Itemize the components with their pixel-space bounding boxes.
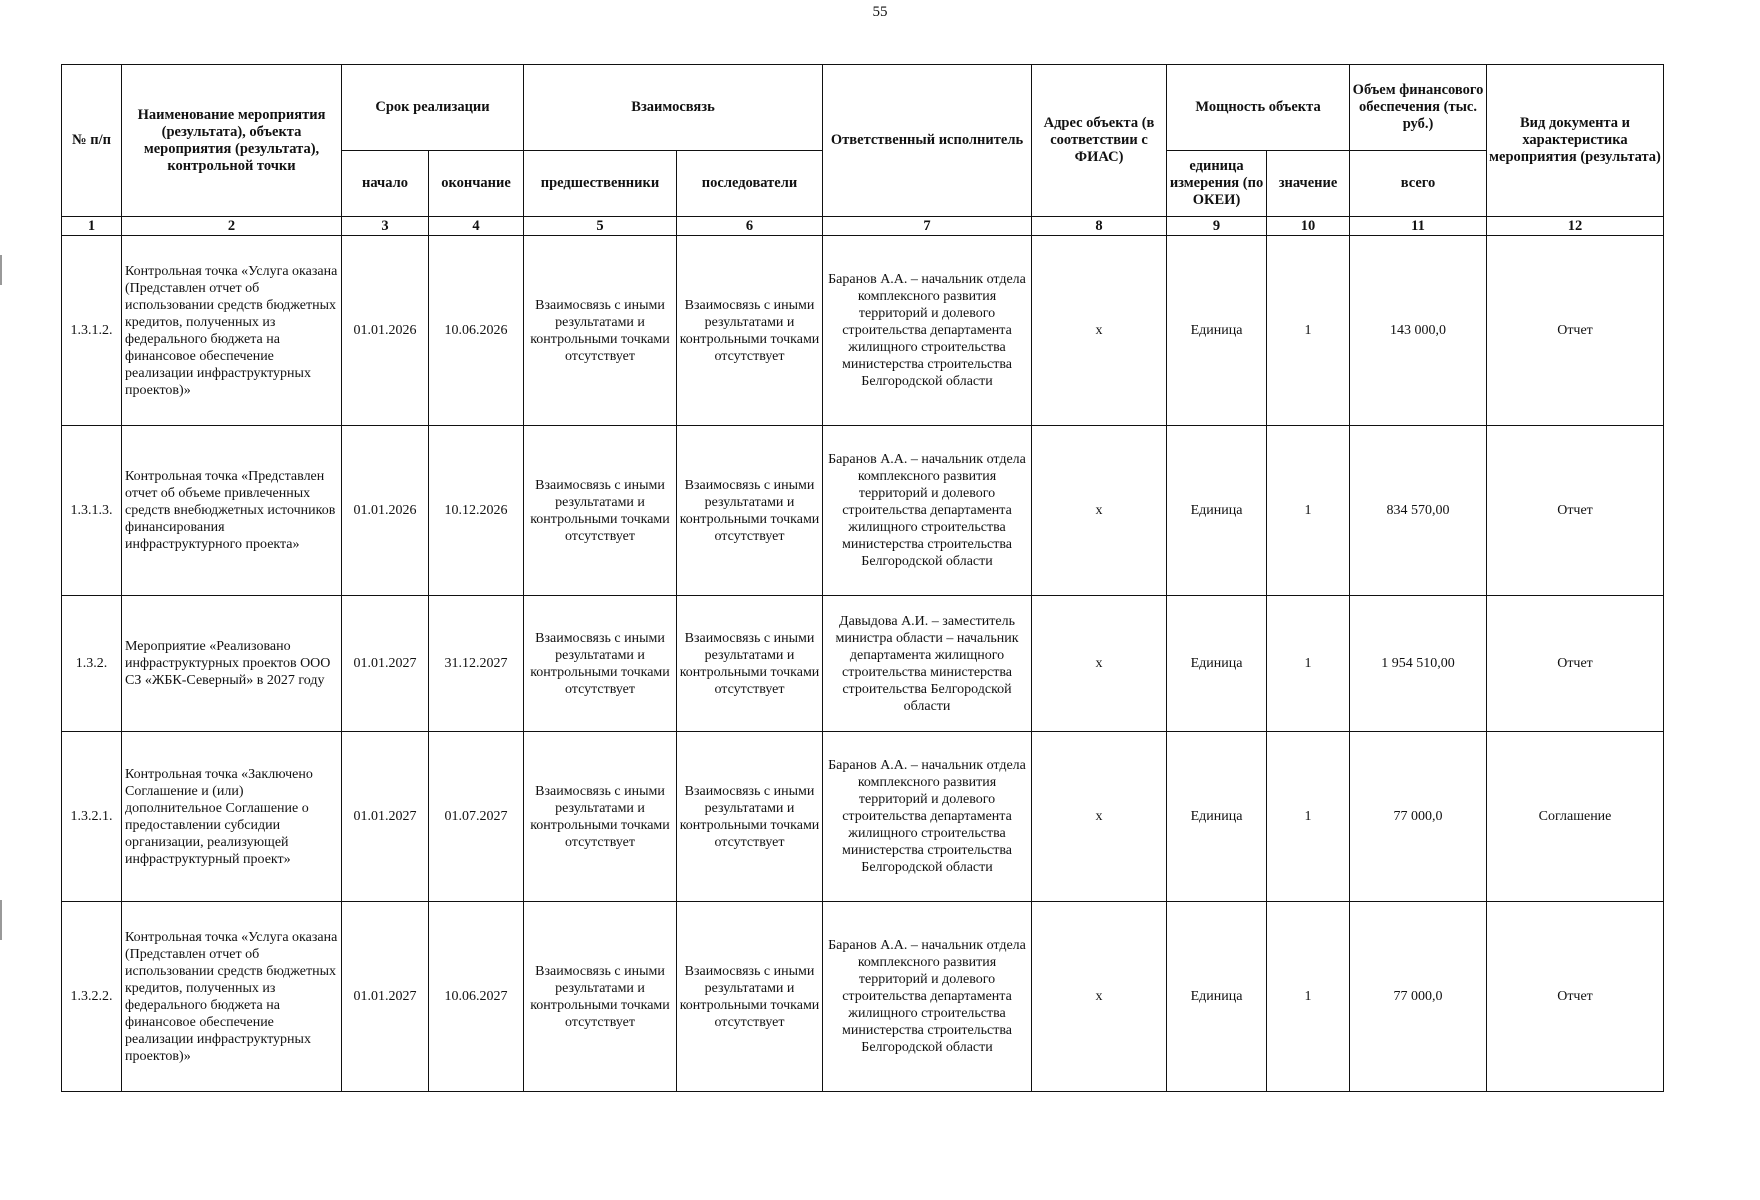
row-predecessors: Взаимосвязь с иными результатами и контрольными точками отсутствует (524, 426, 677, 596)
row-end-date: 31.12.2027 (429, 596, 524, 732)
column-number: 1 (62, 217, 122, 236)
row-end-date: 10.06.2027 (429, 902, 524, 1092)
column-number: 5 (524, 217, 677, 236)
row-value: 1 (1267, 426, 1350, 596)
header-doc-type: Вид документа и характеристика мероприятия (результата) (1487, 65, 1664, 217)
column-number: 3 (342, 217, 429, 236)
column-number: 8 (1032, 217, 1167, 236)
row-finance-total: 834 570,00 (1350, 426, 1487, 596)
row-responsible: Баранов А.А. – начальник отдела комплексного развития территорий и долевого строительства департамента жилищного строительства министерства строительства Белгородской области (823, 426, 1032, 596)
implementation-plan-table (61, 64, 1664, 1092)
row-successors: Взаимосвязь с иными результатами и контрольными точками отсутствует (677, 902, 823, 1092)
row-responsible: Баранов А.А. – начальник отдела комплексного развития территорий и долевого строительства департамента жилищного строительства министерства строительства Белгородской области (823, 236, 1032, 426)
row-end-date: 01.07.2027 (429, 732, 524, 902)
row-address: x (1032, 236, 1167, 426)
header-num: № п/п (62, 65, 122, 217)
column-number: 2 (122, 217, 342, 236)
row-responsible: Давыдова А.И. – заместитель министра области – начальник департамента жилищного строительства министерства строительства Белгородской области (823, 596, 1032, 732)
row-doc-type: Отчет (1487, 426, 1664, 596)
row-number: 1.3.2.1. (62, 732, 122, 902)
header-value: значение (1267, 151, 1350, 217)
table-row (62, 732, 1664, 902)
row-doc-type: Отчет (1487, 236, 1664, 426)
scan-edge-mark (0, 255, 2, 285)
row-successors: Взаимосвязь с иными результатами и контрольными точками отсутствует (677, 426, 823, 596)
row-start-date: 01.01.2027 (342, 596, 429, 732)
row-value: 1 (1267, 236, 1350, 426)
row-number: 1.3.1.2. (62, 236, 122, 426)
row-successors: Взаимосвязь с иными результатами и контрольными точками отсутствует (677, 732, 823, 902)
row-start-date: 01.01.2027 (342, 732, 429, 902)
column-number: 4 (429, 217, 524, 236)
row-finance-total: 77 000,0 (1350, 732, 1487, 902)
table-row (62, 596, 1664, 732)
row-start-date: 01.01.2026 (342, 236, 429, 426)
row-end-date: 10.12.2026 (429, 426, 524, 596)
header-capacity: Мощность объекта (1167, 65, 1350, 151)
header-successors: последователи (677, 151, 823, 217)
row-address: x (1032, 902, 1167, 1092)
row-unit: Единица (1167, 236, 1267, 426)
row-name: Контрольная точка «Представлен отчет об объеме привлеченных средств внебюджетных источников финансирования инфраструктурного проекта» (122, 426, 342, 596)
header-finance-total: всего (1350, 151, 1487, 217)
header-term-end: окончание (429, 151, 524, 217)
row-successors: Взаимосвязь с иными результатами и контрольными точками отсутствует (677, 596, 823, 732)
row-successors: Взаимосвязь с иными результатами и контрольными точками отсутствует (677, 236, 823, 426)
header-unit: единица измерения (по ОКЕИ) (1167, 151, 1267, 217)
column-number: 11 (1350, 217, 1487, 236)
row-address: x (1032, 732, 1167, 902)
row-value: 1 (1267, 732, 1350, 902)
header-name: Наименование мероприятия (результата), объекта мероприятия (результата), контрольной точки (122, 65, 342, 217)
row-value: 1 (1267, 902, 1350, 1092)
column-number: 9 (1167, 217, 1267, 236)
header-predecessors: предшественники (524, 151, 677, 217)
column-number: 6 (677, 217, 823, 236)
row-start-date: 01.01.2026 (342, 426, 429, 596)
row-predecessors: Взаимосвязь с иными результатами и контрольными точками отсутствует (524, 236, 677, 426)
row-address: x (1032, 596, 1167, 732)
column-number-row (62, 217, 1664, 236)
header-responsible: Ответственный исполнитель (823, 65, 1032, 217)
row-predecessors: Взаимосвязь с иными результатами и контрольными точками отсутствует (524, 732, 677, 902)
column-number: 10 (1267, 217, 1350, 236)
row-number: 1.3.1.3. (62, 426, 122, 596)
scan-edge-mark (0, 900, 2, 940)
row-predecessors: Взаимосвязь с иными результатами и контрольными точками отсутствует (524, 596, 677, 732)
row-doc-type: Отчет (1487, 596, 1664, 732)
row-finance-total: 143 000,0 (1350, 236, 1487, 426)
row-unit: Единица (1167, 596, 1267, 732)
column-number: 7 (823, 217, 1032, 236)
column-number: 12 (1487, 217, 1664, 236)
header-relation: Взаимосвязь (524, 65, 823, 151)
row-name: Контрольная точка «Заключено Соглашение и (или) дополнительное Соглашение о предоставлении субсидии организации, реализующей инфраструктурный проект» (122, 732, 342, 902)
row-responsible: Баранов А.А. – начальник отдела комплексного развития территорий и долевого строительства департамента жилищного строительства министерства строительства Белгородской области (823, 732, 1032, 902)
row-end-date: 10.06.2026 (429, 236, 524, 426)
row-name: Контрольная точка «Услуга оказана (Представлен отчет об использовании средств бюджетных кредитов, полученных из федерального бюджета на финансовое обеспечение реализации инфраструктурных проектов)» (122, 902, 342, 1092)
row-unit: Единица (1167, 902, 1267, 1092)
table-row (62, 236, 1664, 426)
row-doc-type: Отчет (1487, 902, 1664, 1092)
row-value: 1 (1267, 596, 1350, 732)
row-name: Контрольная точка «Услуга оказана (Представлен отчет об использовании средств бюджетных кредитов, полученных из федерального бюджета на финансовое обеспечение реализации инфраструктурных проектов)» (122, 236, 342, 426)
row-finance-total: 77 000,0 (1350, 902, 1487, 1092)
header-term: Срок реализации (342, 65, 524, 151)
page-number: 55 (872, 4, 888, 20)
row-name: Мероприятие «Реализовано инфраструктурных проектов ООО СЗ «ЖБК-Северный» в 2027 году (122, 596, 342, 732)
row-doc-type: Соглашение (1487, 732, 1664, 902)
table-row (62, 902, 1664, 1092)
row-number: 1.3.2.2. (62, 902, 122, 1092)
row-unit: Единица (1167, 732, 1267, 902)
row-unit: Единица (1167, 426, 1267, 596)
row-responsible: Баранов А.А. – начальник отдела комплексного развития территорий и долевого строительства департамента жилищного строительства министерства строительства Белгородской области (823, 902, 1032, 1092)
header-finance: Объем финансового обеспечения (тыс. руб.) (1350, 65, 1487, 151)
header-address: Адрес объекта (в соответствии с ФИАС) (1032, 65, 1167, 217)
table-row (62, 426, 1664, 596)
row-number: 1.3.2. (62, 596, 122, 732)
row-finance-total: 1 954 510,00 (1350, 596, 1487, 732)
row-predecessors: Взаимосвязь с иными результатами и контрольными точками отсутствует (524, 902, 677, 1092)
row-address: x (1032, 426, 1167, 596)
header-term-start: начало (342, 151, 429, 217)
row-start-date: 01.01.2027 (342, 902, 429, 1092)
